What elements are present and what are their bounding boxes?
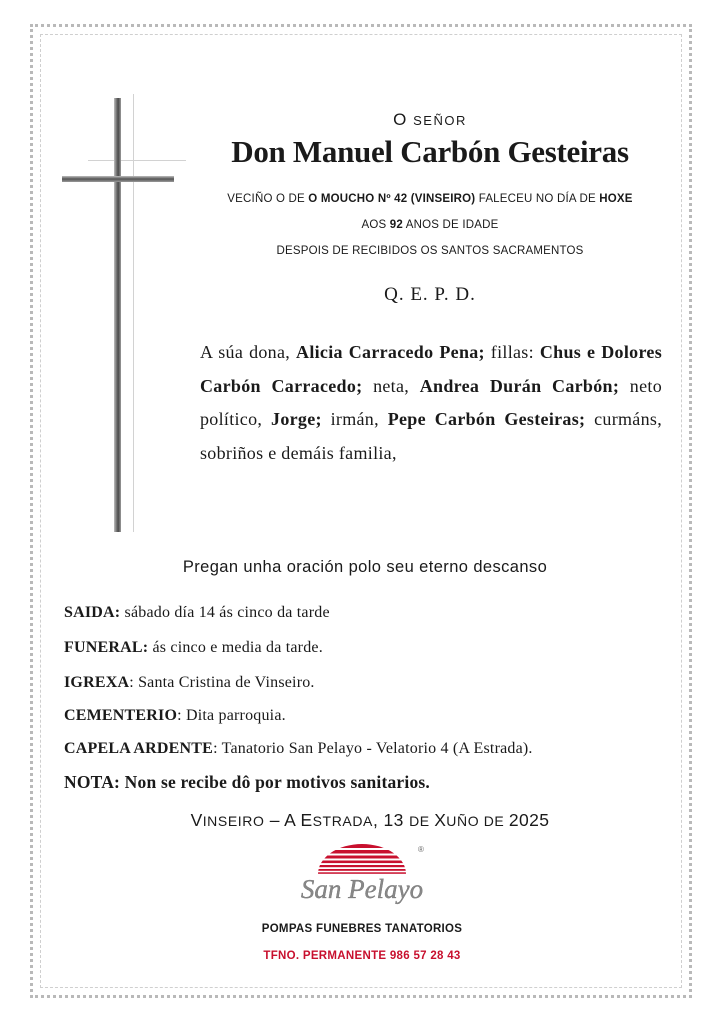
cross-horizontal-bar [62, 176, 174, 182]
detail-igrexa: IGREXA: Santa Cristina de Vinseiro. [64, 674, 315, 691]
honorific-title [190, 110, 670, 130]
san-pelayo-logo [288, 838, 436, 918]
detail-cementerio: CEMENTERIO: Dita parroquia. [64, 707, 286, 724]
detail-funeral: FUNERAL: ás cinco e media da tarde. [64, 639, 323, 656]
place-date: VINSEIRO – A ESTRADA, 13 DE XUÑO DE 2025 [190, 810, 550, 830]
prayer-request: Pregan unha oración polo seu eterno descanso [182, 558, 548, 576]
registered-mark: ® [418, 845, 424, 854]
qepd-text: Q. E. P. D. [384, 284, 476, 305]
honorific-prefix: O [393, 110, 408, 129]
logo-text: San Pelayo [300, 874, 424, 904]
info-line-age: AOS 92 ANOS DE IDADE [361, 219, 499, 231]
info-line-sacraments: DESPOIS DE RECIBIDOS OS SANTOS SACRAMENTOS [276, 245, 584, 257]
family-paragraph: A súa dona, Alicia Carracedo Pena; fillas: Chus e Dolores Carbón Carracedo; neta, Andrea Durán Carbón; neto político, Jorge; irmán, Pepe Carbón Gesteiras; curmáns, sobriños e demáis familia, [200, 342, 663, 463]
detail-saida: SAIDA: sábado día 14 ás cinco da tarde [64, 604, 330, 621]
cross-shadow-horizontal [88, 160, 186, 161]
detail-capela-ardente: CAPELA ARDENTE: Tanatorio San Pelayo - Velatorio 4 (A Estrada). [64, 740, 533, 757]
honorific-word: SEÑOR [413, 113, 467, 128]
company-tagline: POMPAS FUNEBRES TANATORIOS [261, 923, 463, 935]
deceased-name: Don Manuel Carbón Gesteiras [231, 134, 629, 169]
detail-nota: NOTA: Non se recibe dô por motivos sanitarios. [64, 772, 431, 792]
phone-number: TFNO. PERMANENTE 986 57 28 43 [263, 950, 461, 962]
cross-vertical-bar [114, 98, 121, 532]
info-line-residence: VECIÑO O DE O MOUCHO Nº 42 (VINSEIRO) FALECEU NO DÍA DE HOXE [227, 193, 633, 205]
